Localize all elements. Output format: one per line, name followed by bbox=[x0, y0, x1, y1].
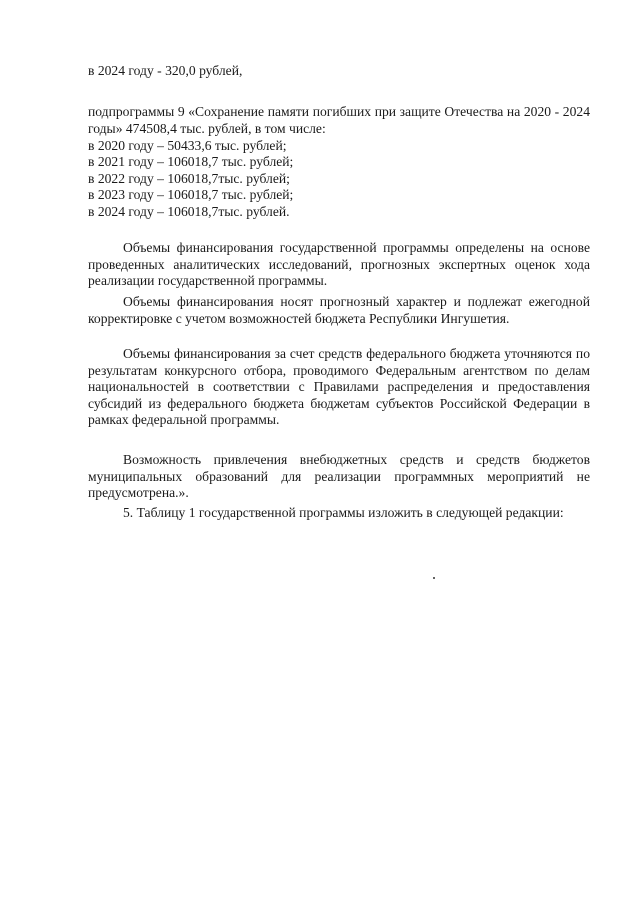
paragraph-federal-budget: Объемы финансирования за счет средств федерального бюджета уточняются по результатам конкурсного отбора, проводимого Федеральным агентством по делам национальностей в соответствии с Правилами распределения и предоставления субсидий из федерального бюджета бюджетам субъектов Российской Федерации в рамках федеральной программы. bbox=[88, 346, 590, 428]
subprogram-9-year-2020: в 2020 году – 50433,6 тыс. рублей; bbox=[88, 138, 287, 153]
paragraph-extrabudgetary: Возможность привлечения внебюджетных средств и средств бюджетов муниципальных образований для реализации программных мероприятий не предусмотрена.». bbox=[88, 452, 590, 501]
paragraph-funding-basis: Объемы финансирования государственной программы определены на основе проведенных аналитических исследований, прогнозных экспертных оценок хода реализации государственной программы. bbox=[88, 240, 590, 289]
subprogram-9-year-2022: в 2022 году – 106018,7тыс. рублей; bbox=[88, 171, 290, 186]
paragraph-table-1-amendment: 5. Таблицу 1 государственной программы изложить в следующей редакции: bbox=[123, 505, 564, 520]
subprogram-9-year-2021: в 2021 году – 106018,7 тыс. рублей; bbox=[88, 154, 294, 169]
subprogram-9-year-2023: в 2023 году – 106018,7 тыс. рублей; bbox=[88, 187, 294, 202]
paragraph-funding-forecast: Объемы финансирования носят прогнозный характер и подлежат ежегодной корректировке с учетом возможностей бюджета Республики Ингушетия. bbox=[88, 294, 590, 326]
scan-speck bbox=[433, 577, 435, 579]
subprogram-9-year-2024: в 2024 году – 106018,7тыс. рублей. bbox=[88, 204, 290, 219]
year-2024-line: в 2024 году - 320,0 рублей, bbox=[88, 63, 243, 78]
subprogram-9-heading: подпрограммы 9 «Сохранение памяти погибших при защите Отечества на 2020 - 2024 годы» 474508,4 тыс. рублей, в том числе: bbox=[88, 104, 590, 136]
